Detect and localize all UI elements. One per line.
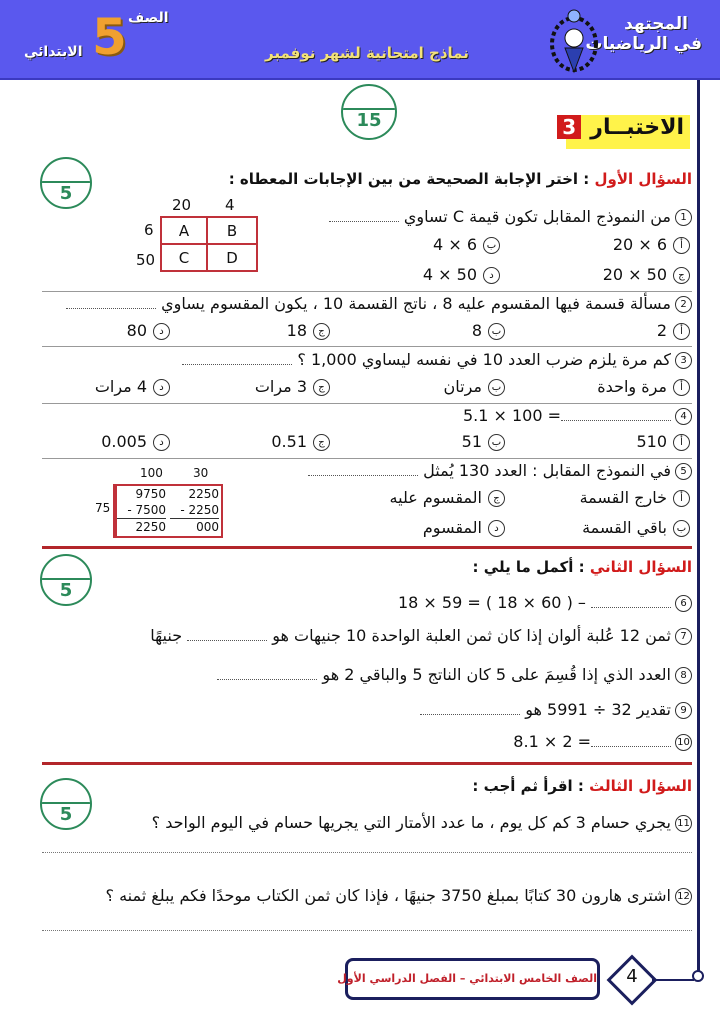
option-text: 50 × 20 [602, 265, 667, 284]
question-10: 108.1 × 2 = [513, 732, 692, 751]
answer-option[interactable] [472, 321, 505, 340]
option-letter: د [153, 323, 170, 340]
option-letter: ب [488, 323, 505, 340]
section-score-circle: 5 [40, 778, 92, 830]
answer-line[interactable] [42, 852, 692, 853]
option-letter: أ [673, 323, 690, 340]
option-letter: ب [483, 237, 500, 254]
question-3: 3كم مرة يلزم ضرب العدد 10 في نفسه ليساوي 1,000 ؟ [182, 350, 692, 369]
section-score-circle: 5 [40, 157, 92, 209]
answer-option[interactable] [580, 488, 690, 507]
option-letter: ب [488, 379, 505, 396]
page-border-line [697, 80, 700, 976]
option-letter: ج [313, 323, 330, 340]
school-logo-icon [545, 8, 603, 74]
answer-option[interactable] [462, 432, 505, 451]
answer-option[interactable] [287, 321, 330, 340]
option-text: 51 [461, 432, 482, 451]
option-text: 510 [636, 432, 667, 451]
question-5: 5في النموذج المقابل : العدد 130 يُمثل [308, 461, 692, 480]
question-6: 6 18 × 59 = ( 18 × 60 ) – [398, 593, 692, 612]
option-text: 3 مرات [254, 377, 307, 396]
page-header [0, 0, 720, 80]
section-divider [42, 546, 692, 549]
option-letter: أ [673, 490, 690, 507]
page-number: 4 [626, 966, 638, 987]
brand-title: المجتهد في الرياضيات [585, 14, 702, 54]
footer-connector [652, 979, 694, 981]
option-text: 0.51 [271, 432, 307, 451]
option-letter: د [153, 379, 170, 396]
divider [42, 403, 692, 404]
division-model-box: 9750 - 7500 2250 2250 - 2250 000 [113, 484, 223, 538]
area-row-label: 50 [136, 251, 156, 269]
exam-title: الاختبــار 3 [566, 115, 690, 149]
option-text: 6 × 4 [433, 235, 477, 254]
question-8: 8العدد الذي إذا قُسِمَ على 5 كان الناتج 5 والباقي 2 هو [217, 665, 692, 684]
area-col-label: 20 [172, 196, 192, 214]
section-divider [42, 762, 692, 765]
question-7: 7ثمن 12 عُلبة ألوان إذا كان ثمن العلبة الواحدة 10 جنيهات هو جنيهًا [150, 626, 692, 645]
option-letter: د [483, 267, 500, 284]
option-letter: د [488, 520, 505, 537]
divider [42, 458, 692, 459]
area-model-table: A B C D [160, 216, 258, 272]
option-letter: ج [673, 267, 690, 284]
option-text: مرة واحدة [597, 377, 667, 396]
answer-option[interactable] [603, 265, 690, 284]
question-12: 12اشترى هارون 30 كتابًا بمبلغ 3750 جنيهًا ، فإذا كان ثمن الكتاب موحدًا فكم يبلغ ثمنه ؟ [106, 886, 693, 905]
option-letter: ج [313, 379, 330, 396]
question-1: 1من النموذج المقابل تكون قيمة C تساوي [329, 207, 692, 226]
answer-option[interactable] [582, 518, 690, 537]
option-text: 0.005 [101, 432, 147, 451]
answer-option[interactable] [657, 321, 690, 340]
section-score-circle: 5 [40, 554, 92, 606]
answer-option[interactable] [127, 321, 170, 340]
section-1-heading: السؤال الأول : اختر الإجابة الصحيحة من بين الإجابات المعطاه : [228, 170, 692, 188]
question-9: 9تقدير 32 ÷ 5991 هو [420, 700, 692, 719]
option-letter: د [153, 434, 170, 451]
answer-option[interactable] [433, 235, 500, 254]
option-letter: ج [488, 490, 505, 507]
option-text: خارج القسمة [579, 488, 667, 507]
answer-option[interactable] [271, 432, 330, 451]
total-score-circle: 15 [341, 84, 397, 140]
footer-label: الصف الخامس الابتدائي – الفصل الدراسي الأول [345, 958, 600, 1000]
area-row-label: 6 [144, 221, 154, 239]
question-4: 45.1 × 100 = [463, 406, 692, 425]
option-text: 4 مرات [94, 377, 147, 396]
grade-label-bottom: الابتدائي [24, 44, 83, 60]
grade-number: 5 [92, 8, 127, 66]
option-letter: أ [673, 434, 690, 451]
option-letter: ج [313, 434, 330, 451]
answer-option[interactable] [255, 377, 330, 396]
option-text: 6 × 20 [612, 235, 667, 254]
answer-option[interactable] [444, 377, 505, 396]
option-text: المقسوم [422, 518, 482, 537]
question-11: 11يجري حسام 3 كم كل يوم ، ما عدد الأمتار التي يجريها حسام في اليوم الواحد ؟ [152, 813, 692, 832]
option-letter: أ [673, 379, 690, 396]
answer-option[interactable] [423, 265, 500, 284]
question-2: 2مسألة قسمة فيها المقسوم عليه 8 ، ناتج القسمة 10 ، يكون المقسوم يساوي [66, 294, 692, 313]
answer-option[interactable] [390, 488, 505, 507]
section-2-heading: السؤال الثاني : أكمل ما يلي : [472, 558, 692, 576]
answer-option[interactable] [95, 377, 170, 396]
divider [42, 291, 692, 292]
answer-option[interactable] [636, 432, 690, 451]
division-row-label: 75 [95, 501, 111, 515]
division-col-label: 30 [193, 466, 209, 480]
option-text: 2 [656, 321, 667, 340]
option-text: 8 [471, 321, 482, 340]
answer-line[interactable] [42, 930, 692, 931]
option-text: مرتان [443, 377, 482, 396]
answer-option[interactable] [613, 235, 690, 254]
option-letter: ب [673, 520, 690, 537]
option-text: 18 [286, 321, 307, 340]
grade-label-top: الصف [128, 10, 169, 26]
divider [42, 346, 692, 347]
section-3-heading: السؤال الثالث : اقرأ ثم أجب : [472, 777, 692, 795]
option-text: 80 [126, 321, 147, 340]
option-letter: ب [488, 434, 505, 451]
answer-option[interactable] [101, 432, 170, 451]
answer-option[interactable] [423, 518, 505, 537]
answer-option[interactable] [597, 377, 690, 396]
option-letter: أ [673, 237, 690, 254]
option-text: باقي القسمة [582, 518, 667, 537]
division-col-label: 100 [140, 466, 163, 480]
area-col-label: 4 [225, 196, 235, 214]
option-text: 50 × 4 [422, 265, 477, 284]
option-text: المقسوم عليه [389, 488, 482, 507]
header-subtitle: نماذج امتحانية لشهر نوفمبر [265, 44, 469, 62]
